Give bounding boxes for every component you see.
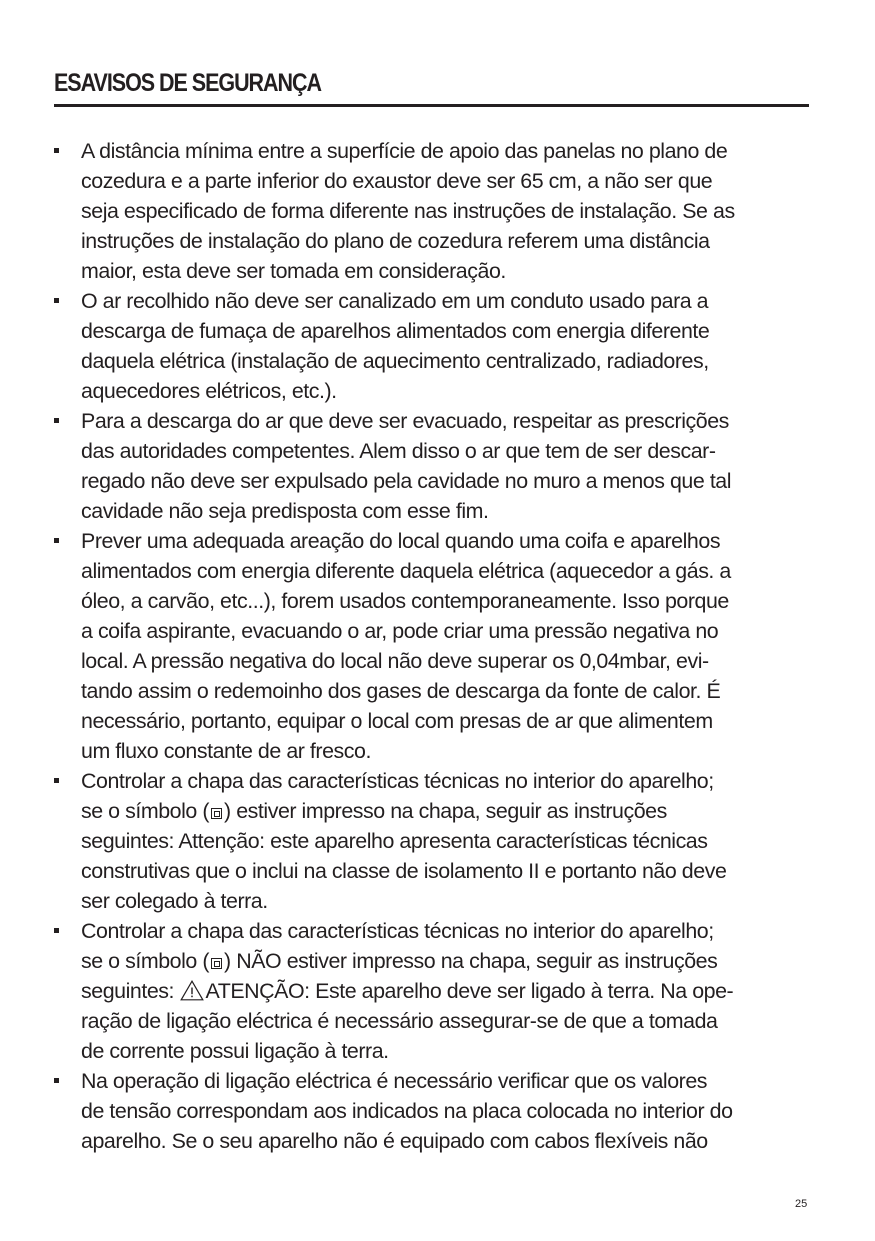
text-line: um fluxo constante de ar fresco.: [81, 739, 371, 763]
text-line: cavidade não seja predisposta com esse fim.: [81, 499, 489, 523]
list-item: [54, 766, 814, 916]
bullet-square-icon: [54, 928, 59, 933]
text-line: óleo, a carvão, etc...), forem usados contemporaneamente. Isso porque: [81, 589, 729, 613]
double-insulation-icon: [211, 958, 222, 969]
text-line: descarga de fumaça de aparelhos alimentados com energia diferente: [81, 319, 710, 343]
text-line: ser colegado à terra.: [81, 889, 268, 913]
bullet-square-icon: [54, 538, 59, 543]
warning-triangle-icon: [180, 980, 204, 1001]
safety-warnings-list: [54, 136, 814, 1156]
text-segment: ATENÇÃO: Este aparelho deve ser ligado à terra. Na ope-: [205, 979, 734, 1003]
text-line: cozedura e a parte inferior do exaustor deve ser 65 cm, a não ser que: [81, 169, 713, 193]
text-line: local. A pressão negativa do local não deve superar os 0,04mbar, evi-: [81, 649, 709, 673]
bullet-square-icon: [54, 778, 59, 783]
title-divider: [54, 104, 809, 107]
text-line: daquela elétrica (instalação de aquecimento centralizado, radiadores,: [81, 349, 709, 373]
text-line: de tensão correspondam aos indicados na placa colocada no interior do: [81, 1099, 733, 1123]
text-segment: se o símbolo (: [81, 949, 210, 973]
text-line: regado não deve ser expulsado pela cavidade no muro a menos que tal: [81, 469, 732, 493]
text-line: necessário, portanto, equipar o local com presas de ar que alimentem: [81, 709, 713, 733]
text-line: construtivas que o inclui na classe de isolamento II e portanto não deve: [81, 859, 727, 883]
text-line: Para a descarga do ar que deve ser evacuado, respeitar as prescrições: [81, 409, 729, 433]
text-line: Controlar a chapa das características técnicas no interior do aparelho;: [81, 769, 714, 793]
text-line: [81, 796, 814, 826]
text-line: alimentados com energia diferente daquela elétrica (aquecedor a gás. a: [81, 559, 731, 583]
text-line: [81, 946, 814, 976]
text-line: Na operação di ligação eléctrica é necessário verificar que os valores: [81, 1069, 708, 1093]
text-segment: ) estiver impresso na chapa, seguir as instruções: [224, 799, 667, 823]
text-segment: ) NÃO estiver impresso na chapa, seguir as instruções: [224, 949, 718, 973]
text-line: aquecedores elétricos, etc.).: [81, 379, 337, 403]
double-insulation-icon: [211, 808, 222, 819]
text-line: Prever uma adequada areação do local quando uma coifa e aparelhos: [81, 529, 721, 553]
text-line: instruções de instalação do plano de cozedura referem uma distância: [81, 229, 710, 253]
list-item: [54, 916, 814, 1066]
text-line: aparelho. Se o seu aparelho não é equipado com cabos flexíveis não: [81, 1129, 708, 1153]
page-number: 25: [795, 1198, 808, 1210]
bullet-square-icon: [54, 298, 59, 303]
bullet-square-icon: [54, 418, 59, 423]
text-line: seja especificado de forma diferente nas instruções de instalação. Se as: [81, 199, 735, 223]
text-segment: seguintes:: [81, 979, 180, 1003]
bullet-square-icon: [54, 148, 59, 153]
text-line: a coifa aspirante, evacuando o ar, pode criar uma pressão negativa no: [81, 619, 719, 643]
text-line: Controlar a chapa das características técnicas no interior do aparelho;: [81, 919, 714, 943]
text-line: seguintes: Attenção: este aparelho apresenta características técnicas: [81, 829, 708, 853]
list-item: [54, 1066, 814, 1156]
text-line: das autoridades competentes. Alem disso o ar que tem de ser descar-: [81, 439, 716, 463]
text-line: de corrente possui ligação à terra.: [81, 1039, 389, 1063]
text-line: tando assim o redemoinho dos gases de descarga da fonte de calor. É: [81, 679, 721, 703]
list-item: [54, 286, 814, 406]
text-line: maior, esta deve ser tomada em consideração.: [81, 259, 506, 283]
page-title: ESAVISOS DE SEGURANÇA: [54, 69, 322, 97]
text-line: A distância mínima entre a superfície de apoio das panelas no plano de: [81, 139, 728, 163]
text-line: [81, 976, 814, 1006]
list-item: [54, 136, 814, 286]
bullet-square-icon: [54, 1078, 59, 1083]
list-item: [54, 526, 814, 766]
text-segment: se o símbolo (: [81, 799, 210, 823]
text-line: O ar recolhido não deve ser canalizado em um conduto usado para a: [81, 289, 709, 313]
text-line: ração de ligação eléctrica é necessário assegurar-se de que a tomada: [81, 1009, 718, 1033]
list-item: [54, 406, 814, 526]
